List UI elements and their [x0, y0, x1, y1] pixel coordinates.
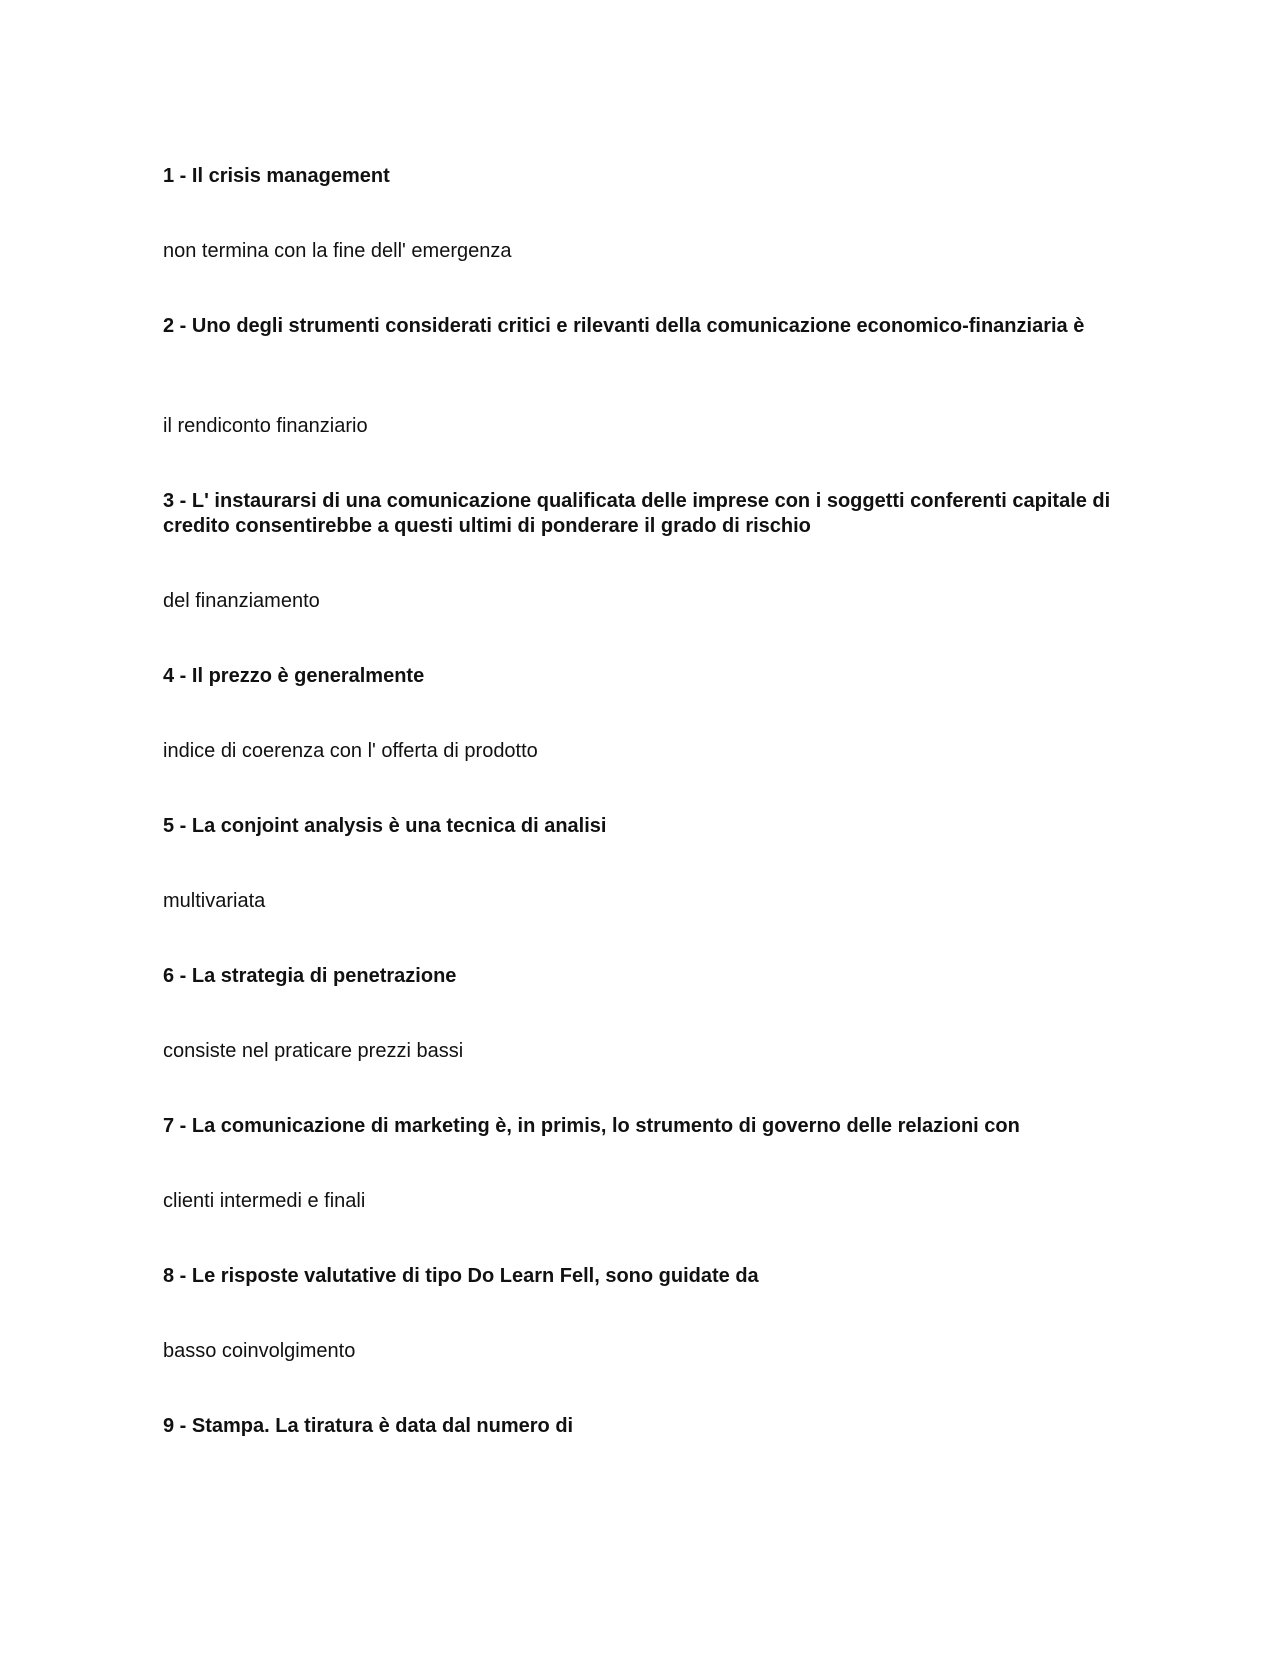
answer-1: non termina con la fine dell' emergenza	[163, 240, 512, 262]
question-9: 9 - Stampa. La tiratura è data dal numero di	[163, 1415, 574, 1437]
answer-7: clienti intermedi e finali	[163, 1190, 366, 1212]
question-5: 5 - La conjoint analysis è una tecnica di analisi	[163, 815, 607, 837]
answer-4: indice di coerenza con l' offerta di prodotto	[163, 740, 538, 762]
answer-2: il rendiconto finanziario	[163, 415, 368, 437]
question-4: 4 - Il prezzo è generalmente	[163, 665, 425, 687]
answer-3: del finanziamento	[163, 590, 320, 612]
question-6: 6 - La strategia di penetrazione	[163, 965, 457, 987]
answer-8: basso coinvolgimento	[163, 1340, 356, 1362]
question-8: 8 - Le risposte valutative di tipo Do Learn Fell, sono guidate da	[163, 1265, 759, 1287]
question-1: 1 - Il crisis management	[163, 165, 390, 187]
question-3: 3 - L' instaurarsi di una comunicazione qualificata delle imprese con i soggetti conferenti capitale di credito consentirebbe a questi ultimi di ponderare il grado di rischio	[163, 490, 1111, 537]
answer-6: consiste nel praticare prezzi bassi	[163, 1040, 464, 1062]
answer-5: multivariata	[163, 890, 266, 912]
question-7: 7 - La comunicazione di marketing è, in primis, lo strumento di governo delle relazioni con	[163, 1115, 1020, 1137]
question-2: 2 - Uno degli strumenti considerati critici e rilevanti della comunicazione economico-finanziaria è	[163, 315, 1085, 337]
